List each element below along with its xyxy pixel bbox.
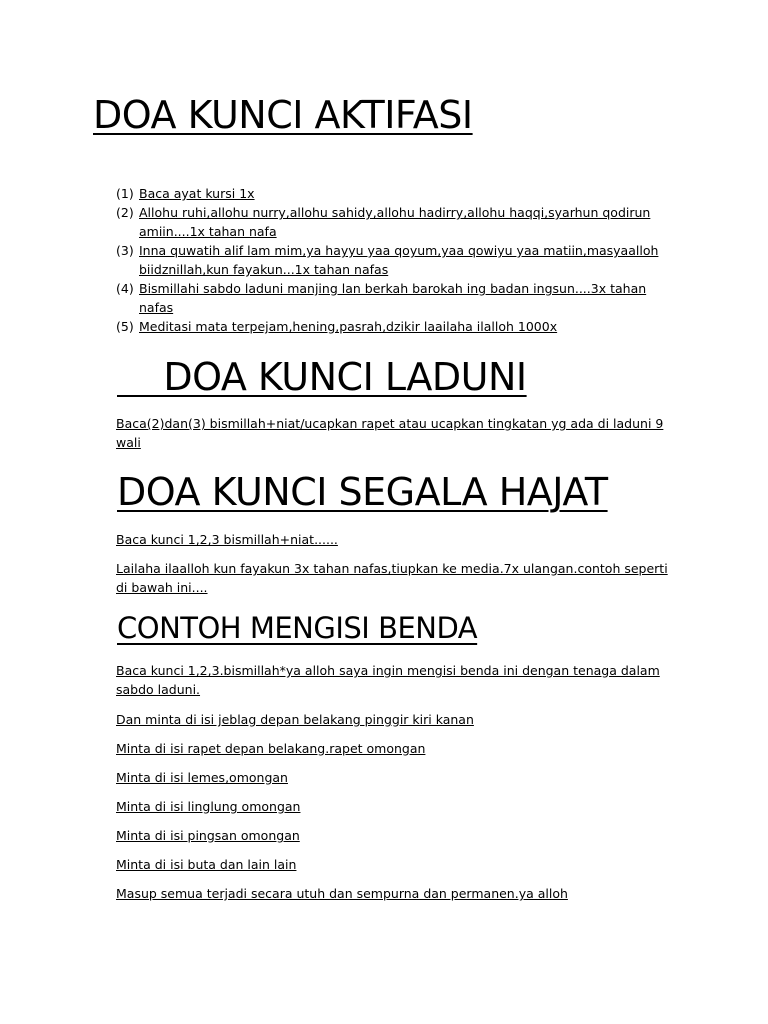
aktifasi-list	[116, 184, 676, 336]
list-item	[116, 184, 676, 203]
benda-paragraph-6: Minta di isi pingsan omongan	[116, 828, 300, 843]
laduni-paragraph: Baca(2)dan(3) bismillah+niat/ucapkan rapet atau ucapkan tingkatan yg ada di laduni 9 wali	[116, 416, 664, 450]
benda-paragraph-8: Masup semua terjadi secara utuh dan sempurna dan permanen.ya alloh	[116, 886, 568, 901]
list-item-number: (4)	[116, 281, 134, 296]
list-item-number: (3)	[116, 243, 134, 258]
heading-contoh-mengisi-benda: CONTOH MENGISI BENDA	[117, 611, 478, 645]
heading-doa-kunci-segala-hajat: DOA KUNCI SEGALA HAJAT	[117, 470, 608, 514]
list-item-number: (5)	[116, 319, 134, 334]
benda-paragraph-7: Minta di isi buta dan lain lain	[116, 857, 297, 872]
heading-doa-kunci-aktifasi: DOA KUNCI AKTIFASI	[93, 93, 473, 137]
heading-doa-kunci-laduni: DOA KUNCI LADUNI	[117, 355, 527, 399]
list-item	[116, 241, 676, 279]
benda-paragraph-3: Minta di isi rapet depan belakang.rapet omongan	[116, 741, 426, 756]
list-item-text: Inna quwatih alif lam mim,ya hayyu yaa qoyum,yaa qowiyu yaa matiin,masyaalloh biidznillah,kun fayakun...1x tahan nafas	[139, 243, 659, 277]
benda-paragraph-2: Dan minta di isi jeblag depan belakang pinggir kiri kanan	[116, 712, 474, 727]
benda-paragraph-4: Minta di isi lemes,omongan	[116, 770, 288, 785]
hajat-paragraph-1: Baca kunci 1,2,3 bismillah+niat......	[116, 532, 338, 547]
list-item	[116, 203, 676, 241]
list-item-text: Meditasi mata terpejam,hening,pasrah,dzikir laailaha ilalloh 1000x	[139, 319, 558, 334]
hajat-paragraph-2: Lailaha ilaalloh kun fayakun 3x tahan nafas,tiupkan ke media.7x ulangan.contoh seperti di bawah ini....	[116, 561, 668, 595]
list-item	[116, 317, 676, 336]
benda-paragraph-5: Minta di isi linglung omongan	[116, 799, 301, 814]
list-item-number: (1)	[116, 186, 134, 201]
list-item-text: Baca ayat kursi 1x	[139, 186, 255, 201]
list-item-text: Bismillahi sabdo laduni manjing lan berkah barokah ing badan ingsun....3x tahan nafas	[139, 281, 647, 315]
list-item-number: (2)	[116, 205, 134, 220]
list-item	[116, 279, 676, 317]
benda-paragraph-1: Baca kunci 1,2,3.bismillah*ya alloh saya ingin mengisi benda ini dengan tenaga dalam sabdo laduni.	[116, 663, 660, 697]
list-item-text: Allohu ruhi,allohu nurry,allohu sahidy,allohu hadirry,allohu haqqi,syarhun qodirun amiin....1x tahan nafa	[139, 205, 651, 239]
